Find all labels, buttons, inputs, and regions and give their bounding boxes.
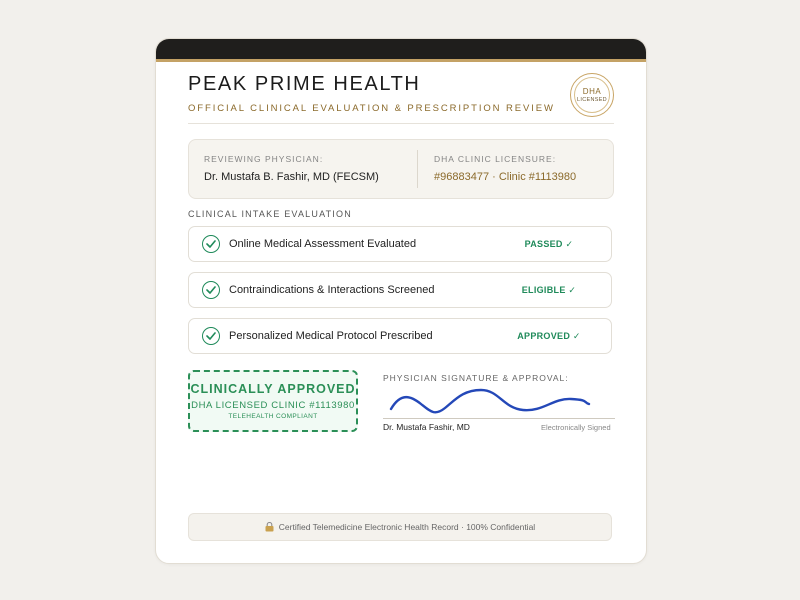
intake-row-protocol <box>188 318 612 354</box>
card-top-bar <box>156 39 646 59</box>
seal-top-text: DHA <box>582 86 602 96</box>
brand-title: PEAK PRIME HEALTH <box>188 73 421 95</box>
check-circle-icon <box>202 235 220 253</box>
physician-column <box>204 154 379 183</box>
status-eligible: ELIGIBLE ✓ <box>521 284 577 295</box>
licensure-column <box>434 154 576 183</box>
gold-accent-line <box>156 59 646 62</box>
footer-text: Certified Telemedicine Electronic Health Record · 100% Confidential <box>278 522 536 532</box>
intake-row-contraindications <box>188 272 612 308</box>
stamp-clinic-line: DHA LICENSED CLINIC #1113980 <box>191 400 355 411</box>
dha-licensed-seal <box>570 73 614 117</box>
lock-icon <box>265 522 274 532</box>
electronic-signature-note: Electronically Signed <box>541 423 611 432</box>
signature-scribble <box>383 382 615 418</box>
status-passed: PASSED ✓ <box>524 238 574 249</box>
document-subtitle: OFFICIAL CLINICAL EVALUATION & PRESCRIPTION REVIEW <box>188 103 555 114</box>
intake-row-label: Personalized Medical Protocol Prescribed <box>229 330 433 342</box>
intake-section-title: CLINICAL INTAKE EVALUATION <box>188 209 352 219</box>
status-approved: APPROVED ✓ <box>517 330 581 341</box>
evaluation-card <box>155 38 647 564</box>
licensure-label: DHA CLINIC LICENSURE: <box>434 154 557 164</box>
stamp-compliance-line: TELEHEALTH COMPLIANT <box>228 413 318 420</box>
signature-label: PHYSICIAN SIGNATURE & APPROVAL: <box>383 373 569 383</box>
intake-row-label: Contraindications & Interactions Screened <box>229 284 435 296</box>
info-divider <box>417 150 418 188</box>
physician-info-box <box>188 139 614 199</box>
card-header <box>188 73 614 124</box>
confidential-footer <box>188 513 612 541</box>
seal-bottom-text: LICENSED <box>577 96 607 103</box>
stamp-title: CLINICALLY APPROVED <box>190 382 356 396</box>
check-circle-icon <box>202 327 220 345</box>
intake-row-assessment <box>188 226 612 262</box>
check-circle-icon <box>202 281 220 299</box>
physician-label: REVIEWING PHYSICIAN: <box>204 154 324 164</box>
licensure-value: #96883477 · Clinic #1113980 <box>434 171 577 183</box>
signature-line <box>383 418 615 419</box>
signature-name: Dr. Mustafa Fashir, MD <box>383 422 470 432</box>
physician-name: Dr. Mustafa B. Fashir, MD (FECSM) <box>204 171 379 183</box>
clinically-approved-stamp <box>188 370 358 432</box>
intake-row-label: Online Medical Assessment Evaluated <box>229 238 417 250</box>
seal-inner-ring <box>574 77 610 113</box>
